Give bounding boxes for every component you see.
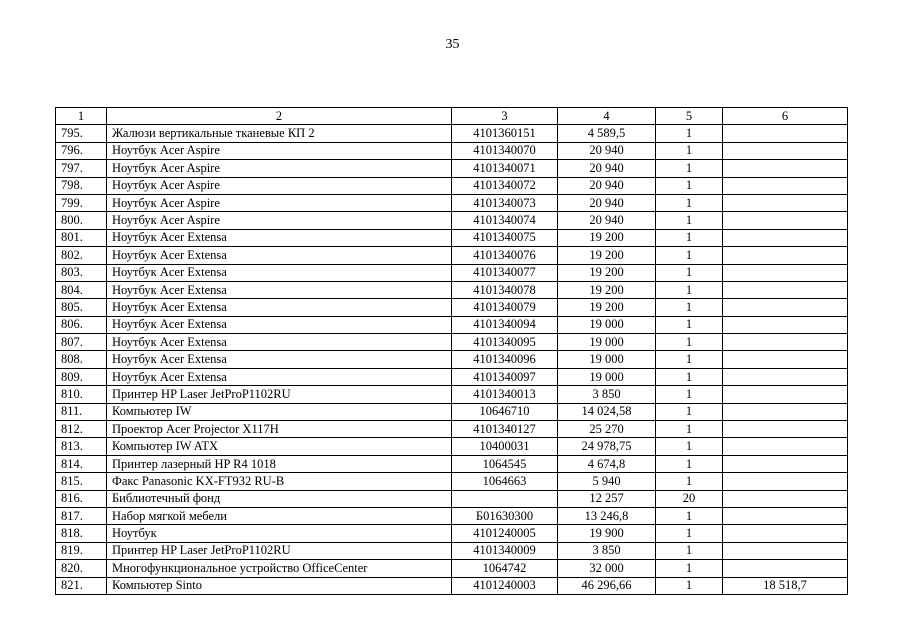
row-number-cell: 814.	[56, 455, 107, 472]
column-header-3: 3	[452, 108, 558, 125]
item-name-cell: Принтер лазерный HP R4 1018	[107, 455, 452, 472]
price-cell: 19 200	[558, 264, 656, 281]
inventory-code-cell: 1064742	[452, 560, 558, 577]
quantity-cell: 1	[656, 507, 723, 524]
quantity-cell: 20	[656, 490, 723, 507]
inventory-code-cell: 4101340077	[452, 264, 558, 281]
table-row	[56, 212, 848, 229]
price-cell: 19 000	[558, 351, 656, 368]
table-row	[56, 229, 848, 246]
page-number: 35	[445, 37, 460, 52]
table-body	[56, 108, 848, 595]
inventory-code-cell: 4101340073	[452, 194, 558, 211]
row-number-cell: 811.	[56, 403, 107, 420]
extra-value-cell: 18 518,7	[723, 577, 848, 594]
inventory-code-cell: 4101340079	[452, 299, 558, 316]
table-row	[56, 455, 848, 472]
inventory-code-cell: 4101360151	[452, 125, 558, 142]
table-row	[56, 351, 848, 368]
row-number-cell: 819.	[56, 542, 107, 559]
quantity-cell: 1	[656, 525, 723, 542]
extra-value-cell	[723, 247, 848, 264]
quantity-cell: 1	[656, 247, 723, 264]
row-number-cell: 817.	[56, 507, 107, 524]
row-number-cell: 797.	[56, 160, 107, 177]
quantity-cell: 1	[656, 403, 723, 420]
item-name-cell: Ноутбук Acer Extensa	[107, 281, 452, 298]
price-cell: 12 257	[558, 490, 656, 507]
price-cell: 19 000	[558, 316, 656, 333]
inventory-code-cell: 4101340097	[452, 368, 558, 385]
extra-value-cell	[723, 455, 848, 472]
extra-value-cell	[723, 490, 848, 507]
extra-value-cell	[723, 421, 848, 438]
table-row	[56, 334, 848, 351]
inventory-table	[55, 107, 848, 595]
row-number-cell: 807.	[56, 334, 107, 351]
price-cell: 20 940	[558, 177, 656, 194]
row-number-cell: 818.	[56, 525, 107, 542]
table-row	[56, 247, 848, 264]
price-cell: 19 000	[558, 368, 656, 385]
column-header-4: 4	[558, 108, 656, 125]
table-row	[56, 490, 848, 507]
row-number-cell: 806.	[56, 316, 107, 333]
row-number-cell: 795.	[56, 125, 107, 142]
price-cell: 19 200	[558, 247, 656, 264]
item-name-cell: Принтер HP Laser JetProP1102RU	[107, 386, 452, 403]
table-row	[56, 160, 848, 177]
row-number-cell: 805.	[56, 299, 107, 316]
inventory-code-cell: 4101340074	[452, 212, 558, 229]
extra-value-cell	[723, 525, 848, 542]
price-cell: 46 296,66	[558, 577, 656, 594]
extra-value-cell	[723, 507, 848, 524]
table-row	[56, 386, 848, 403]
inventory-code-cell: 4101340009	[452, 542, 558, 559]
item-name-cell: Факс Panasonic KX-FT932 RU-B	[107, 473, 452, 490]
table-row	[56, 507, 848, 524]
item-name-cell: Ноутбук Acer Extensa	[107, 247, 452, 264]
item-name-cell: Ноутбук Acer Extensa	[107, 299, 452, 316]
price-cell: 19 000	[558, 334, 656, 351]
item-name-cell: Ноутбук Acer Extensa	[107, 264, 452, 281]
quantity-cell: 1	[656, 473, 723, 490]
quantity-cell: 1	[656, 299, 723, 316]
table-row	[56, 542, 848, 559]
row-number-cell: 816.	[56, 490, 107, 507]
item-name-cell: Компьютер IW	[107, 403, 452, 420]
quantity-cell: 1	[656, 281, 723, 298]
quantity-cell: 1	[656, 421, 723, 438]
row-number-cell: 798.	[56, 177, 107, 194]
inventory-code-cell: 1064545	[452, 455, 558, 472]
quantity-cell: 1	[656, 560, 723, 577]
row-number-cell: 808.	[56, 351, 107, 368]
item-name-cell: Ноутбук Acer Aspire	[107, 160, 452, 177]
extra-value-cell	[723, 194, 848, 211]
item-name-cell: Ноутбук Acer Extensa	[107, 229, 452, 246]
item-name-cell: Компьютер IW ATX	[107, 438, 452, 455]
price-cell: 19 200	[558, 299, 656, 316]
item-name-cell: Ноутбук Acer Extensa	[107, 316, 452, 333]
row-number-cell: 803.	[56, 264, 107, 281]
extra-value-cell	[723, 281, 848, 298]
quantity-cell: 1	[656, 455, 723, 472]
price-cell: 20 940	[558, 160, 656, 177]
table-row	[56, 125, 848, 142]
price-cell: 13 246,8	[558, 507, 656, 524]
quantity-cell: 1	[656, 194, 723, 211]
row-number-cell: 801.	[56, 229, 107, 246]
price-cell: 25 270	[558, 421, 656, 438]
price-cell: 3 850	[558, 542, 656, 559]
inventory-code-cell: 4101340095	[452, 334, 558, 351]
quantity-cell: 1	[656, 160, 723, 177]
table-row	[56, 194, 848, 211]
row-number-cell: 799.	[56, 194, 107, 211]
table-row	[56, 403, 848, 420]
item-name-cell: Библиотечный фонд	[107, 490, 452, 507]
row-number-cell: 812.	[56, 421, 107, 438]
item-name-cell: Ноутбук Acer Aspire	[107, 142, 452, 159]
item-name-cell: Ноутбук Acer Extensa	[107, 351, 452, 368]
column-header-1: 1	[56, 108, 107, 125]
quantity-cell: 1	[656, 368, 723, 385]
item-name-cell: Ноутбук Acer Aspire	[107, 177, 452, 194]
quantity-cell: 1	[656, 229, 723, 246]
price-cell: 3 850	[558, 386, 656, 403]
extra-value-cell	[723, 212, 848, 229]
price-cell: 14 024,58	[558, 403, 656, 420]
inventory-code-cell: 4101340096	[452, 351, 558, 368]
extra-value-cell	[723, 403, 848, 420]
table-row	[56, 577, 848, 594]
price-cell: 5 940	[558, 473, 656, 490]
inventory-code-cell: 10400031	[452, 438, 558, 455]
extra-value-cell	[723, 177, 848, 194]
price-cell: 19 200	[558, 229, 656, 246]
extra-value-cell	[723, 368, 848, 385]
extra-value-cell	[723, 334, 848, 351]
table-row	[56, 316, 848, 333]
inventory-code-cell: 4101340078	[452, 281, 558, 298]
extra-value-cell	[723, 560, 848, 577]
column-header-2: 2	[107, 108, 452, 125]
price-cell: 20 940	[558, 194, 656, 211]
quantity-cell: 1	[656, 334, 723, 351]
inventory-code-cell: 4101340013	[452, 386, 558, 403]
table-row	[56, 560, 848, 577]
item-name-cell: Жалюзи вертикальные тканевые КП 2	[107, 125, 452, 142]
inventory-code-cell: 4101340127	[452, 421, 558, 438]
price-cell: 4 674,8	[558, 455, 656, 472]
table-row	[56, 142, 848, 159]
row-number-cell: 796.	[56, 142, 107, 159]
item-name-cell: Ноутбук	[107, 525, 452, 542]
item-name-cell: Многофункциональное устройство OfficeCenter	[107, 560, 452, 577]
inventory-code-cell: 10646710	[452, 403, 558, 420]
quantity-cell: 1	[656, 542, 723, 559]
row-number-cell: 809.	[56, 368, 107, 385]
extra-value-cell	[723, 438, 848, 455]
table-row	[56, 281, 848, 298]
extra-value-cell	[723, 351, 848, 368]
row-number-cell: 815.	[56, 473, 107, 490]
header-row	[56, 108, 848, 125]
item-name-cell: Компьютер Sinto	[107, 577, 452, 594]
column-header-6: 6	[723, 108, 848, 125]
extra-value-cell	[723, 473, 848, 490]
price-cell: 19 200	[558, 281, 656, 298]
row-number-cell: 802.	[56, 247, 107, 264]
extra-value-cell	[723, 142, 848, 159]
inventory-code-cell: 4101340070	[452, 142, 558, 159]
item-name-cell: Принтер HP Laser JetProP1102RU	[107, 542, 452, 559]
quantity-cell: 1	[656, 438, 723, 455]
price-cell: 4 589,5	[558, 125, 656, 142]
item-name-cell: Ноутбук Acer Aspire	[107, 212, 452, 229]
inventory-code-cell: 4101340071	[452, 160, 558, 177]
quantity-cell: 1	[656, 212, 723, 229]
inventory-code-cell: 4101340075	[452, 229, 558, 246]
inventory-code-cell: 4101240003	[452, 577, 558, 594]
row-number-cell: 813.	[56, 438, 107, 455]
price-cell: 20 940	[558, 212, 656, 229]
table-row	[56, 264, 848, 281]
quantity-cell: 1	[656, 351, 723, 368]
price-cell: 20 940	[558, 142, 656, 159]
item-name-cell: Ноутбук Acer Aspire	[107, 194, 452, 211]
quantity-cell: 1	[656, 125, 723, 142]
inventory-code-cell: 1064663	[452, 473, 558, 490]
inventory-code-cell: Б01630300	[452, 507, 558, 524]
row-number-cell: 810.	[56, 386, 107, 403]
item-name-cell: Ноутбук Acer Extensa	[107, 334, 452, 351]
row-number-cell: 804.	[56, 281, 107, 298]
column-header-5: 5	[656, 108, 723, 125]
inventory-code-cell: 4101240005	[452, 525, 558, 542]
quantity-cell: 1	[656, 142, 723, 159]
price-cell: 19 900	[558, 525, 656, 542]
extra-value-cell	[723, 299, 848, 316]
table-row	[56, 177, 848, 194]
item-name-cell: Проектор Acer Projector X117H	[107, 421, 452, 438]
inventory-code-cell	[452, 490, 558, 507]
table-row	[56, 368, 848, 385]
inventory-code-cell: 4101340072	[452, 177, 558, 194]
item-name-cell: Ноутбук Acer Extensa	[107, 368, 452, 385]
extra-value-cell	[723, 160, 848, 177]
price-cell: 24 978,75	[558, 438, 656, 455]
item-name-cell: Набор мягкой мебели	[107, 507, 452, 524]
extra-value-cell	[723, 386, 848, 403]
row-number-cell: 821.	[56, 577, 107, 594]
extra-value-cell	[723, 542, 848, 559]
table-row	[56, 473, 848, 490]
quantity-cell: 1	[656, 177, 723, 194]
quantity-cell: 1	[656, 264, 723, 281]
table-row	[56, 525, 848, 542]
quantity-cell: 1	[656, 577, 723, 594]
price-cell: 32 000	[558, 560, 656, 577]
extra-value-cell	[723, 316, 848, 333]
row-number-cell: 800.	[56, 212, 107, 229]
extra-value-cell	[723, 125, 848, 142]
inventory-code-cell: 4101340094	[452, 316, 558, 333]
table-row	[56, 421, 848, 438]
extra-value-cell	[723, 229, 848, 246]
extra-value-cell	[723, 264, 848, 281]
quantity-cell: 1	[656, 386, 723, 403]
inventory-code-cell: 4101340076	[452, 247, 558, 264]
table-row	[56, 438, 848, 455]
quantity-cell: 1	[656, 316, 723, 333]
table-row	[56, 299, 848, 316]
row-number-cell: 820.	[56, 560, 107, 577]
